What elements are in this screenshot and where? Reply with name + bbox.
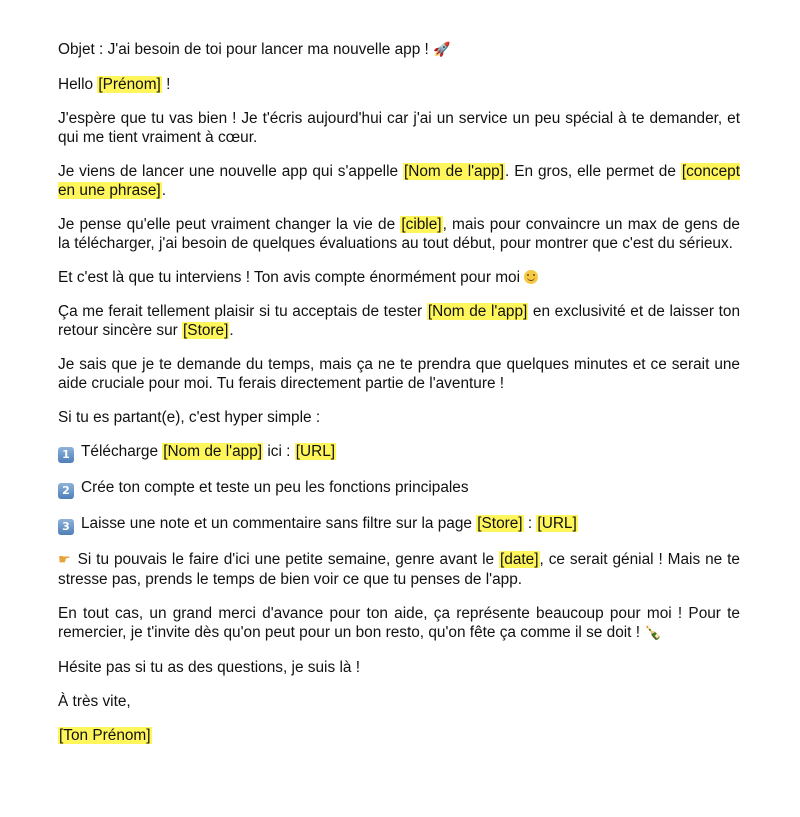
text: Si tu pouvais le faire d'ici une petite semaine, genre avant le — [77, 551, 499, 568]
paragraph-steps-intro: Si tu es partant(e), c'est hyper simple : — [58, 409, 321, 426]
text: . — [161, 182, 166, 199]
text: Je pense qu'elle peut vraiment changer la vie de — [58, 216, 401, 233]
paragraph-target — [58, 215, 740, 253]
text: , mais pour convaincre un max de gens de la télécharger, j'ai besoin de quelques évaluations au tout début, pour montrer que c'est du sérieux. — [58, 216, 740, 252]
step-3 — [58, 514, 740, 535]
rocket-icon: 🚀 — [433, 42, 451, 58]
paragraph-avis — [58, 268, 740, 287]
pointing-hand-icon: ☛ — [58, 552, 71, 568]
greeting-suffix: ! — [161, 76, 171, 93]
paragraph-temps: Je sais que je te demande du temps, mais ça ne te prendra que quelques minutes et ce serait une aide cruciale pour moi. Tu ferais directement partie de l'aventure ! — [58, 356, 740, 392]
text: Télécharge — [81, 443, 163, 460]
placeholder-ton-prenom: [Ton Prénom] — [59, 727, 151, 744]
placeholder-url: [URL] — [537, 515, 577, 532]
keycap-1-icon: 1 — [58, 447, 74, 463]
bottle-icon: 🍾 — [644, 625, 662, 641]
placeholder-app-name: [Nom de l'app] — [427, 303, 528, 320]
placeholder-concept: [concept en une phrase] — [58, 163, 740, 199]
placeholder-app-name: [Nom de l'app] — [403, 163, 505, 180]
step-1 — [58, 442, 740, 463]
text: . En gros, elle permet de — [505, 163, 681, 180]
text: ici : — [263, 443, 295, 460]
step-2 — [58, 478, 740, 499]
subject-text: Objet : J'ai besoin de toi pour lancer ma nouvelle app ! — [58, 41, 429, 58]
paragraph-intro: J'espère que tu vas bien ! Je t'écris aujourd'hui car j'ai un service un peu spécial à te demander, et qui me tient vraiment à cœur. — [58, 110, 740, 146]
signature — [58, 726, 740, 745]
placeholder-cible: [cible] — [401, 216, 442, 233]
placeholder-store: [Store] — [183, 322, 229, 339]
text: En tout cas, un grand merci d'avance pour ton aide, ça représente beaucoup pour moi ! Pour te remercier, je t'invite dès qu'on peut pour un bon resto, qu'on fête ça comme il se doit ! — [58, 605, 740, 641]
text: Crée ton compte et teste un peu les fonctions principales — [81, 479, 469, 496]
paragraph-thanks — [58, 604, 740, 643]
text: en exclusivité et de laisser ton retour sincère sur — [58, 303, 740, 339]
greeting — [58, 75, 740, 94]
text: Et c'est là que tu interviens ! Ton avis compte énormément pour moi — [58, 269, 525, 286]
keycap-2-icon: 2 — [58, 483, 74, 499]
email-body — [58, 40, 740, 760]
placeholder-app-name: [Nom de l'app] — [163, 443, 263, 460]
greeting-text: Hello — [58, 76, 98, 93]
placeholder-url: [URL] — [295, 443, 336, 460]
paragraph-questions: Hésite pas si tu as des questions, je suis là ! — [58, 659, 360, 676]
smiling-face-icon — [524, 270, 538, 284]
paragraph-deadline — [58, 550, 740, 589]
text: : — [523, 515, 537, 532]
placeholder-date: [date] — [500, 551, 539, 568]
text: , ce serait génial ! Mais ne te stresse pas, prends le temps de bien voir ce que tu penses de l'app. — [58, 551, 740, 588]
email-subject — [58, 40, 740, 60]
keycap-3-icon: 3 — [58, 519, 74, 535]
text: Ça me ferait tellement plaisir si tu acceptais de tester — [58, 303, 427, 320]
placeholder-prenom: [Prénom] — [98, 76, 161, 93]
paragraph-app — [58, 162, 740, 200]
closing: À très vite, — [58, 693, 131, 710]
text: . — [229, 322, 234, 339]
placeholder-store: [Store] — [477, 515, 523, 532]
text: Laisse une note et un commentaire sans filtre sur la page — [81, 515, 477, 532]
paragraph-test — [58, 302, 740, 340]
text: Je viens de lancer une nouvelle app qui s'appelle — [58, 163, 403, 180]
